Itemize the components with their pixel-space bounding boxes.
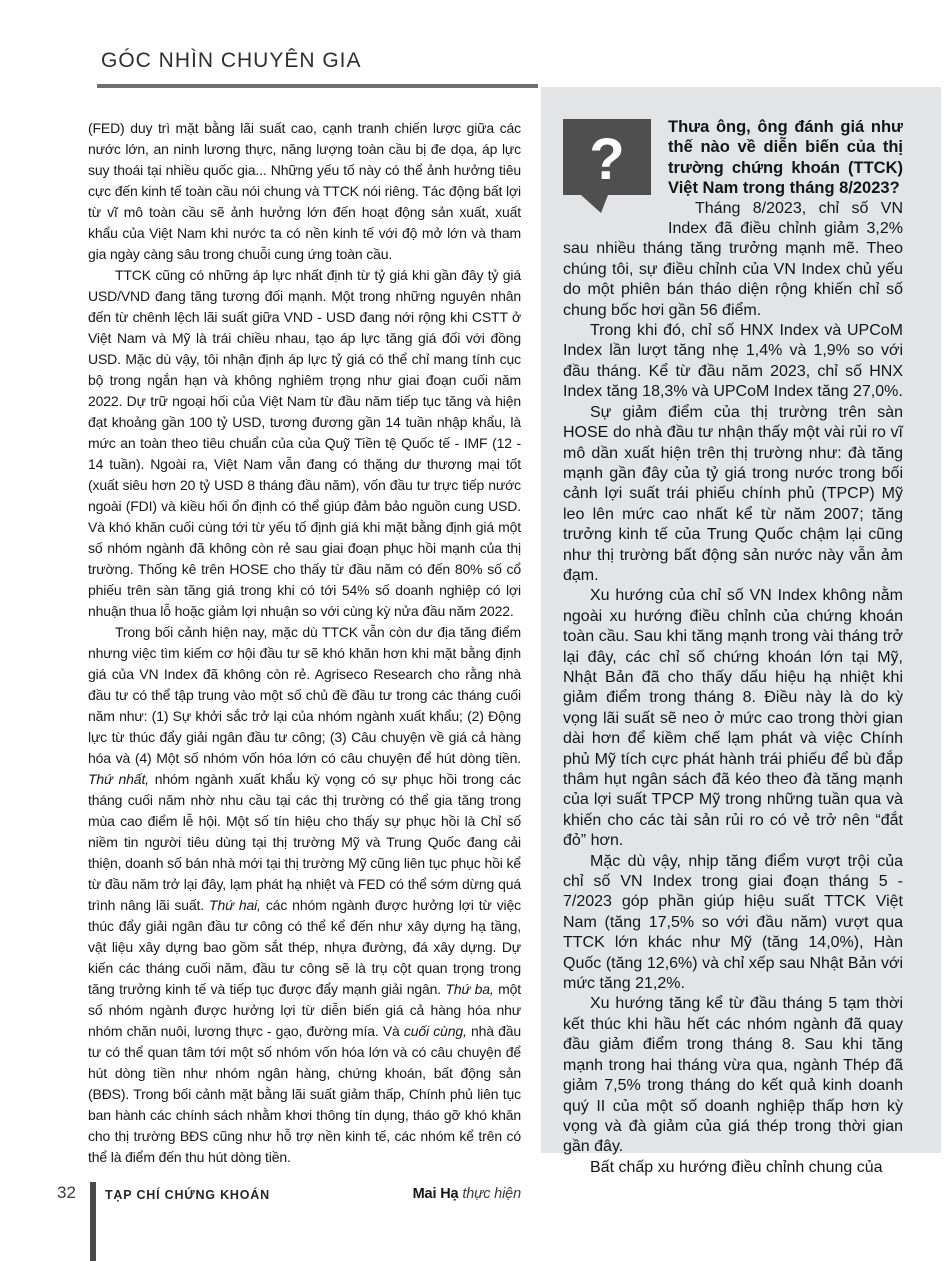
article-paragraph: (FED) duy trì mặt bằng lãi suất cao, cạnh tranh chiến lược giữa các nước lớn, an ninh lương thực, năng lượng toàn cầu bị đe dọa, áp lực suy thoái tại nhiều quốc gia... Những yếu tố này có thể ảnh hưởng tiêu cực đến kinh tế toàn cầu nói chung và TTCK nói riêng. Tác động bất lợi từ vĩ mô toàn cầu sẽ ảnh hưởng lớn đến hoạt động sản xuất, xuất khẩu của Việt Nam khi nước ta có nền kinh tế với độ mở lớn và tham gia ngày càng sâu trong chuỗi cung ứng toàn cầu. bbox=[88, 120, 521, 262]
article-paragraph: Sự giảm điểm của thị trường trên sàn HOSE do nhà đầu tư nhận thấy một vài rủi ro vĩ mô dần xuất hiện trên thị trường như: đà tăng mạnh gần đây của tỷ giá trong nước trong bối cảnh lợi suất trái phiếu chính phủ (TPCP) Mỹ leo lên mức cao nhất kể từ năm 2007; tăng trưởng kinh tế của Trung Quốc chậm lại cũng như thị trường bất động sản nước này vẫn ảm đạm. bbox=[563, 403, 903, 584]
right-column-text bbox=[563, 199, 903, 1179]
article-paragraph: Tháng 8/2023, chỉ số VN Index đã điều chỉnh giảm 3,2% sau nhiều tháng tăng trưởng mạnh mẽ. Theo chúng tôi, sự điều chỉnh của VN Index chủ yếu do một phiên bán tháo diện rộng khiến chỉ số chung bốc hơi gần 56 điểm. bbox=[563, 199, 903, 319]
article-paragraph: TTCK cũng có những áp lực nhất định từ tỷ giá khi gần đây tỷ giá USD/VND đang tăng tương đối mạnh. Một trong những nguyên nhân đến từ chênh lệch lãi suất giữa VND - USD đang nới rộng khi CSTT ở Việt Nam và Mỹ là trái chiều nhau, tạo áp lực tăng giá đối với đồng USD. Mặc dù vậy, tôi nhận định áp lực tỷ giá có thể chỉ mang tính cục bộ trong ngắn hạn và không nghiêm trọng như giai đoạn cuối năm 2022. Dự trữ ngoại hối của Việt Nam từ đầu năm tiếp tục tăng và hiện đạt khoảng gần 100 tỷ USD, tương đương gần 14 tuần nhập khẩu, là mức an toàn theo tiêu chuẩn của của Quỹ Tiền tệ Quốc tế - IMF (12 - 14 tuần). Ngoài ra, Việt Nam vẫn đang có thặng dư thương mại tốt (xuất siêu hơn 20 tỷ USD 8 tháng đầu năm), vốn đầu tư trực tiếp nước ngoài (FDI) và kiều hối ổn định có thể giúp đảm bảo nguồn cung USD. Và khó khăn cuối cùng tới từ yếu tố định giá khi mặt bằng định giá một số nhóm ngành đã không còn rẻ sau giai đoạn phục hồi mạnh của thị trường. Thống kê trên HOSE cho thấy từ đầu năm có đến 80% số cổ phiếu trên sàn tăng giá trong khi có tới 54% số doanh nghiệp có lợi nhuận thua lỗ hoặc giảm lợi nhuận so với cùng kỳ nửa đầu năm 2022. bbox=[88, 267, 521, 619]
footer-divider bbox=[90, 1182, 96, 1261]
article-paragraph: Xu hướng của chỉ số VN Index không nằm ngoài xu hướng điều chỉnh của chứng khoán toàn cầu. Sau khi tăng mạnh trong vài tháng trở lại đây, các chỉ số chứng khoán lớn tại Mỹ, Nhật Bản đã cho thấy dấu hiệu hạ nhiệt khi giảm điểm trong tháng 8. Điều này là do kỳ vọng lãi suất sẽ neo ở mức cao trong thời gian dài hơn để kiềm chế lạm phát và việc Chính phủ Mỹ tích cực phát hành trái phiếu để bù đắp thâm hụt ngân sách đã kéo theo đà tăng mạnh của lợi suất TPCP Mỹ trong những tuần qua và khiến cho các tài sản rủi ro có vẻ trở nên “đắt đỏ” hơn. bbox=[563, 587, 903, 850]
article-paragraph: Trong khi đó, chỉ số HNX Index và UPCoM Index lần lượt tăng nhẹ 1,4% và 1,9% so với đầu tháng. Kể từ đầu năm 2023, chỉ số HNX Index tăng 18,3% và UPCoM Index tăng 27,0%. bbox=[563, 322, 903, 401]
left-column-text bbox=[88, 118, 521, 1168]
interview-panel bbox=[541, 87, 941, 1176]
journal-name: TẠP CHÍ CHỨNG KHOÁN bbox=[105, 1188, 270, 1202]
byline-role: thực hiện bbox=[462, 1186, 521, 1202]
interview-qa bbox=[563, 117, 903, 1178]
article-paragraph: Trong bối cảnh hiện nay, mặc dù TTCK vẫn còn dư địa tăng điểm nhưng việc tìm kiếm cơ hội đầu tư sẽ khó khăn hơn khi mặt bằng định giá của VN Index đã không còn rẻ. Agriseco Research cho rằng nhà đầu tư có thể tập trung vào một số chủ đề đầu tư trong các tháng cuối năm như: (1) Sự khởi sắc trở lại của nhóm ngành xuất khẩu; (2) Động lực từ thúc đẩy giải ngân đầu tư công; (3) Câu chuyện về giá cả hàng hóa và (4) Một số nhóm vốn hóa lớn có câu chuyện để hút dòng tiền. Thứ nhất, nhóm ngành xuất khẩu kỳ vọng có sự phục hồi trong các tháng cuối năm nhờ nhu cầu tại các thị trường có thể gia tăng trong mùa cao điểm lễ hội. Một số tín hiệu cho thấy sự phục hồi là Chỉ số niềm tin người tiêu dùng tại thị trường Mỹ và Trung Quốc đang cải thiện, doanh số bán nhà mới tại thị trường Mỹ cũng liên tục phục hồi kể từ đầu năm trở lại đây, lạm phát hạ nhiệt và FED có thể sớm dừng quá trình nâng lãi suất. Thứ hai, các nhóm ngành được hưởng lợi từ việc thúc đẩy giải ngân đầu tư công có thể kể đến như xây dựng hạ tầng, vật liệu xây dựng bao gồm sắt thép, nhựa đường, đá xây dựng. Dự kiến các tháng cuối năm, đầu tư công sẽ là trụ cột quan trọng trong tăng trưởng kinh tế và tiếp tục được đẩy mạnh giải ngân. Thứ ba, một số nhóm ngành được hưởng lợi từ diễn biến giá cả hàng hóa như nhóm chăn nuôi, lương thực - gạo, đường mía. Và cuối cùng, nhà đầu tư có thể quan tâm tới một số nhóm vốn hóa lớn và có câu chuyện để hút dòng tiền như nhóm ngân hàng, chứng khoán, bất động sản (BĐS). Trong bối cảnh mặt bằng lãi suất giảm thấp, Chính phủ liên tục ban hành các chính sách nhằm khơi thông tín dụng, tháo gỡ khó khăn cho thị trường BĐS cũng như hỗ trợ nền kinh tế, các nhóm kể trên có thể là điểm đến thu hút dòng tiền. bbox=[88, 624, 522, 1165]
article-paragraph: Xu hướng tăng kể từ đầu tháng 5 tạm thời kết thúc khi hầu hết các nhóm ngành đã quay đầu giảm điểm trong tháng 8. Sau khi tăng mạnh trong hai tháng vừa qua, ngành Thép đã giảm 7,5% trong tháng do kết quả kinh doanh quý II của một số doanh nghiệp thấp hơn kỳ vọng và đà giảm của giá thép trong thời gian gần đây. bbox=[563, 995, 903, 1156]
article-paragraph: Mặc dù vậy, nhịp tăng điểm vượt trội của chỉ số VN Index trong giai đoạn tháng 5 - 7/2023 góp phần giúp hiệu suất TTCK Việt Nam (tăng 17,5% so với đầu năm) vượt qua TTCK lớn khác như Mỹ (tăng 14,0%), Hàn Quốc (tăng 12,6%) và chỉ xếp sau Nhật Bản với mức tăng 21,2%. bbox=[563, 852, 903, 993]
article-paragraph: Bất chấp xu hướng điều chỉnh chung của bbox=[590, 1158, 883, 1176]
question-mark-glyph: ? bbox=[589, 127, 625, 192]
section-title: GÓC NHÌN CHUYÊN GIA bbox=[101, 49, 362, 72]
article-left-column bbox=[88, 118, 521, 1205]
byline-author: Mai Hạ bbox=[412, 1186, 459, 1202]
header-rule bbox=[97, 84, 538, 88]
page-number: 32 bbox=[57, 1183, 76, 1202]
question-bubble-icon bbox=[563, 119, 651, 215]
interview-question: Thưa ông, ông đánh giá như thế nào về diễn biến của thị trường chứng khoán (TTCK) Việt Nam trong tháng 8/2023? bbox=[668, 118, 903, 198]
